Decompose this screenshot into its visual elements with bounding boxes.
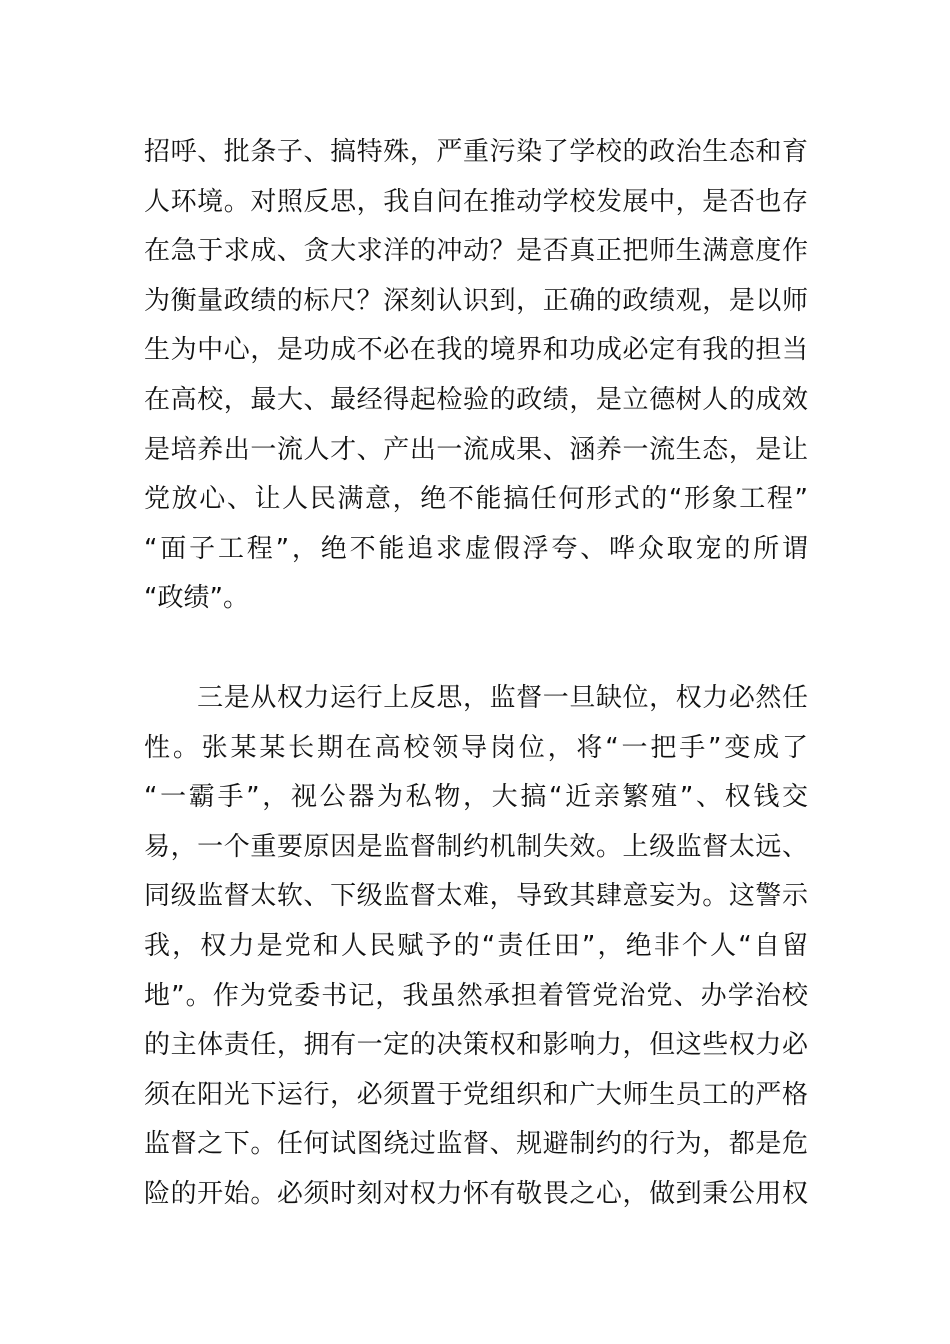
paragraph-1: [144, 128, 808, 624]
text-line: “一霸手”，视公器为私物，大搞“近亲繁殖”、权钱交: [144, 782, 808, 813]
text-line: 生为中心，是功成不必在我的境界和功成必定有我的担当: [144, 335, 808, 366]
text-line: 为衡量政绩的标尺？深刻认识到，正确的政绩观，是以师: [144, 285, 808, 316]
text-line: 险的开始。必须时刻对权力怀有敬畏之心，做到秉公用权: [144, 1178, 808, 1209]
text-line: 易，一个重要原因是监督制约机制失效。上级监督太远、: [144, 831, 808, 862]
text-line: 在高校，最大、最经得起检验的政绩，是立德树人的成效: [144, 384, 808, 415]
text-line: 我，权力是党和人民赋予的“责任田”，绝非个人“自留: [144, 930, 808, 961]
text-line: 招呼、批条子、搞特殊，严重污染了学校的政治生态和育: [144, 137, 808, 167]
text-line: 性。张某某长期在高校领导岗位，将“一把手”变成了: [144, 732, 808, 763]
text-line: 同级监督太软、下级监督太难，导致其肆意妄为。这警示: [144, 881, 808, 912]
text-line: 三是从权力运行上反思，监督一旦缺位，权力必然任: [144, 683, 808, 713]
text-line: 党放心、让人民满意，绝不能搞任何形式的“形象工程”: [144, 484, 808, 515]
text-line: 是培养出一流人才、产出一流成果、涵养一流生态，是让: [144, 434, 808, 465]
text-line: “面子工程”，绝不能追求虚假浮夸、哗众取宠的所谓: [144, 533, 808, 564]
paragraph-2: [144, 674, 808, 1220]
text-line: 人环境。对照反思，我自问在推动学校发展中，是否也存: [144, 186, 808, 217]
text-line: 地”。作为党委书记，我虽然承担着管党治党、办学治校: [144, 980, 808, 1011]
text-line: 须在阳光下运行，必须置于党组织和广大师生员工的严格: [144, 1079, 808, 1110]
text-line: 在急于求成、贪大求洋的冲动？是否真正把师生满意度作: [144, 236, 808, 267]
text-line: “政绩”。: [144, 583, 249, 614]
text-line: 监督之下。任何试图绕过监督、规避制约的行为，都是危: [144, 1129, 808, 1160]
text-line: 的主体责任，拥有一定的决策权和影响力，但这些权力必: [144, 1030, 808, 1061]
